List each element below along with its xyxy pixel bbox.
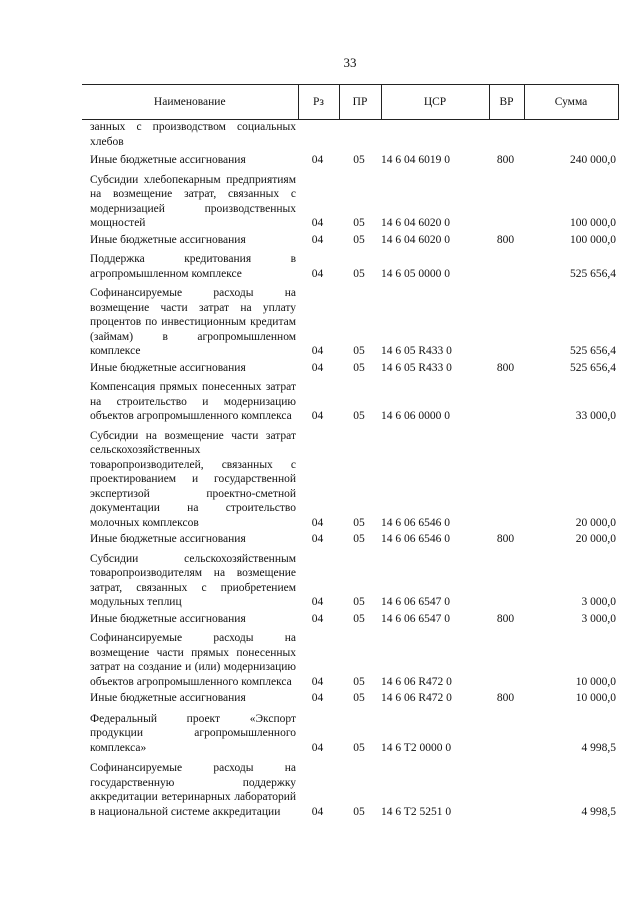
cell-name: Субсидии хлебопекарным предприятиям на возмещение затрат, связанных с модернизацией производственных мощностей	[90, 173, 296, 229]
cell-pr	[339, 120, 381, 152]
table-row	[82, 757, 618, 821]
cell-rz: 04	[311, 741, 324, 754]
cell-rz: 04	[311, 675, 324, 688]
table-row	[82, 377, 618, 426]
cell-vr	[489, 283, 524, 361]
cell-vr	[489, 708, 524, 758]
cell-rz: 04	[311, 217, 324, 229]
cell-csr: 14 6 06 6547 0	[381, 596, 450, 608]
cell-pr: 05	[353, 533, 365, 545]
cell-rz: 04	[311, 596, 324, 608]
cell-sum: 100 000,0	[570, 217, 616, 229]
cell-pr: 05	[353, 692, 365, 704]
cell-name: Иные бюджетные ассигнования	[90, 533, 246, 545]
page-number: 33	[343, 55, 357, 70]
table-row	[82, 170, 618, 233]
cell-sum: 100 000,0	[570, 233, 616, 246]
cell-csr: 14 6 06 6546 0	[381, 533, 450, 545]
cell-csr: 14 6 04 6020 0	[381, 233, 450, 246]
cell-rz: 04	[311, 154, 324, 166]
table-row	[82, 612, 618, 629]
header-pr: ПР	[339, 85, 381, 120]
table-row	[82, 120, 618, 152]
cell-vr: 800	[496, 361, 515, 374]
cell-pr: 05	[353, 805, 365, 818]
cell-sum: 3 000,0	[581, 596, 616, 608]
table-row	[82, 691, 618, 708]
cell-csr: 14 6 06 6547 0	[381, 612, 450, 625]
cell-csr: 14 6 05 R433 0	[381, 361, 452, 374]
cell-sum: 20 000,0	[575, 516, 616, 529]
cell-name: занных с производством социальных хлебов	[90, 121, 296, 148]
cell-csr: 14 6 06 R472 0	[381, 675, 452, 688]
cell-csr: 14 6 05 R433 0	[381, 345, 452, 357]
table-body	[82, 120, 618, 822]
cell-sum: 3 000,0	[581, 612, 616, 625]
cell-sum: 10 000,0	[575, 675, 616, 688]
cell-pr: 05	[353, 233, 365, 246]
cell-pr: 05	[353, 154, 365, 166]
cell-sum: 4 998,5	[581, 741, 616, 754]
cell-sum: 525 656,4	[570, 267, 616, 280]
cell-pr: 05	[353, 596, 365, 608]
cell-name: Поддержка кредитования в агропромышленном комплексе	[90, 253, 296, 280]
cell-pr: 05	[353, 217, 365, 229]
table-row	[82, 532, 618, 549]
cell-rz: 04	[311, 692, 324, 704]
cell-vr	[489, 549, 524, 612]
cell-rz	[298, 120, 339, 152]
cell-name: Иные бюджетные ассигнования	[90, 612, 246, 625]
cell-csr: 14 6 05 0000 0	[381, 267, 450, 280]
cell-name: Субсидии сельскохозяйственным товаропроизводителям на возмещение затрат, связанных с приобретением модульных теплиц	[90, 552, 296, 608]
cell-pr: 05	[353, 741, 365, 754]
cell-name: Иные бюджетные ассигнования	[90, 233, 246, 246]
cell-csr: 14 6 06 6546 0	[381, 516, 450, 529]
cell-name: Софинансируемые расходы на возмещение части прямых понесенных затрат на создание и (или) модернизацию объектов агропромышленного комплекса	[90, 632, 296, 688]
cell-rz: 04	[311, 345, 324, 357]
cell-sum: 10 000,0	[575, 692, 616, 704]
table-row	[82, 549, 618, 612]
cell-vr: 800	[496, 692, 515, 704]
cell-rz: 04	[311, 233, 324, 246]
cell-pr: 05	[353, 612, 365, 625]
cell-rz: 04	[311, 533, 324, 545]
table-row	[82, 426, 618, 533]
cell-csr: 14 6 T2 0000 0	[381, 741, 452, 754]
cell-sum	[524, 120, 618, 152]
header-csr: ЦСР	[381, 85, 489, 120]
cell-name: Иные бюджетные ассигнования	[90, 154, 246, 166]
cell-vr: 800	[496, 233, 515, 246]
cell-sum: 33 000,0	[575, 410, 616, 422]
cell-csr: 14 6 06 0000 0	[381, 410, 450, 422]
cell-vr: 800	[496, 612, 515, 625]
cell-pr: 05	[353, 675, 365, 688]
cell-csr	[381, 120, 489, 152]
cell-sum: 20 000,0	[575, 533, 616, 545]
cell-csr: 14 6 T2 5251 0	[381, 805, 452, 818]
table-row	[82, 233, 618, 250]
cell-vr	[489, 628, 524, 691]
cell-csr: 14 6 06 R472 0	[381, 692, 452, 704]
cell-name: Федеральный проект «Экспорт продукции агропромышленного комплекса»	[90, 712, 296, 754]
header-rz: Рз	[298, 85, 339, 120]
cell-vr	[489, 120, 524, 152]
cell-vr	[489, 249, 524, 283]
cell-name: Иные бюджетные ассигнования	[90, 692, 246, 704]
cell-pr: 05	[353, 345, 365, 357]
cell-rz: 04	[311, 516, 324, 529]
cell-sum: 525 656,4	[570, 361, 616, 374]
table-row	[82, 628, 618, 691]
cell-name: Компенсация прямых понесенных затрат на строительство и модернизацию объектов агропромышленного комплекса	[90, 381, 296, 422]
cell-name: Иные бюджетные ассигнования	[90, 361, 246, 374]
cell-pr: 05	[353, 410, 365, 422]
cell-rz: 04	[311, 361, 324, 374]
cell-rz: 04	[311, 410, 324, 422]
header-sum: Сумма	[524, 85, 618, 120]
cell-sum: 240 000,0	[570, 154, 616, 166]
table-header-row	[82, 85, 618, 120]
cell-name: Софинансируемые расходы на возмещение части затрат на уплату процентов по инвестиционным кредитам (займам) в агропромышленном комплексе	[90, 287, 296, 357]
cell-vr	[489, 426, 524, 533]
table-row	[82, 708, 618, 758]
table-row	[82, 361, 618, 378]
cell-vr	[489, 170, 524, 233]
cell-sum: 4 998,5	[581, 805, 616, 818]
budget-table	[82, 84, 619, 821]
cell-csr: 14 6 04 6019 0	[381, 154, 450, 166]
table-row	[82, 151, 618, 170]
cell-rz: 04	[311, 267, 324, 280]
cell-vr	[489, 377, 524, 426]
cell-name: Субсидии на возмещение части затрат сельскохозяйственных товаропроизводителей, связанных с проектированием и государственной экспертизой проектно-сметной документации на строительство молочных комплексов	[90, 429, 296, 529]
cell-pr: 05	[353, 361, 365, 374]
cell-vr: 800	[496, 154, 515, 166]
cell-pr: 05	[353, 516, 365, 529]
table-row	[82, 283, 618, 361]
header-vr: ВР	[489, 85, 524, 120]
cell-rz: 04	[311, 805, 324, 818]
cell-csr: 14 6 04 6020 0	[381, 217, 450, 229]
cell-vr	[489, 757, 524, 821]
cell-pr: 05	[353, 267, 365, 280]
cell-rz: 04	[311, 612, 324, 625]
cell-name: Софинансируемые расходы на государственную поддержку аккредитации ветеринарных лабораторий в национальной системе аккредитации	[90, 762, 296, 818]
header-name: Наименование	[82, 85, 298, 120]
table-row	[82, 249, 618, 283]
cell-sum: 525 656,4	[570, 345, 616, 357]
cell-vr: 800	[496, 533, 515, 545]
